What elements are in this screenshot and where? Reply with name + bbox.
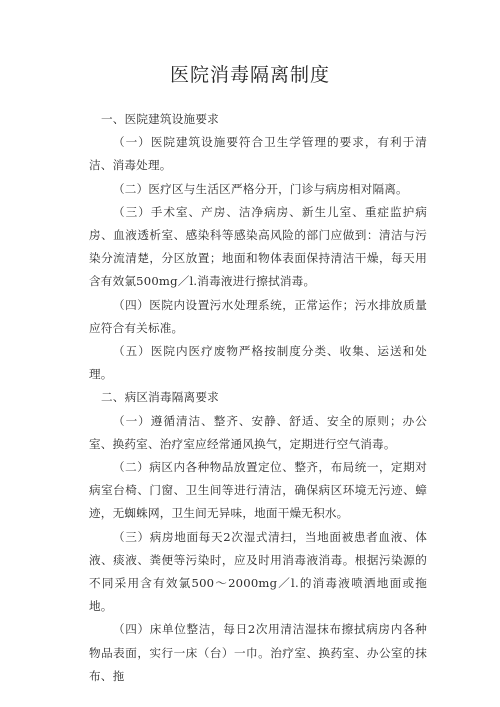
paragraph: （一）遵循清洁、整齐、安静、舒适、安全的原则；办公室、换药室、治疗室应经常通风换气，定期进行空气消毒。 <box>89 413 427 451</box>
paragraph: （四）床单位整洁，每日2次用清洁湿抹布擦拭病房内各种物品表面，实行一床（台）一巾。治疗室、换药室、办公室的抹布、拖 <box>89 622 427 683</box>
paragraph: （三）病房地面每天2次湿式清扫，当地面被患者血液、体液、痰液、粪便等污染时，应及时用消毒液消毒。根据污染源的不同采用含有效氯500～2000mg／l.的消毒液喷洒地面或拖地。 <box>89 529 427 614</box>
paragraph: （二）病区内各种物品放置定位、整齐，布局统一，定期对病室台椅、门窗、卫生间等进行清洁，确保病区环境无污迹、蟑迹，无蜘蛛网，卫生间无异味，地面干燥无积水。 <box>89 460 427 521</box>
section-heading: 一、医院建筑设施要求 <box>101 112 219 126</box>
document-title: 医院消毒隔离制度 <box>169 64 330 86</box>
document-body <box>89 108 427 688</box>
paragraph: （四）医院内设置污水处理系统，正常运作；污水排放质量应符合有关标准。 <box>89 297 427 335</box>
paragraph: （二）医疗区与生活区严格分开，门诊与病房相对隔离。 <box>113 181 408 196</box>
paragraph: （一）医院建筑设施要符合卫生学管理的要求，有利于清洁、消毒处理。 <box>89 135 427 173</box>
paragraph: （三）手术室、产房、洁净病房、新生儿室、重症监护病房、血液透析室、感染科等感染高风险的部门应做到：清洁与污染分流清楚，分区放置；地面和物体表面保持清洁干燥，每天用含有效氯500mg／l.消毒液进行擦拭消毒。 <box>89 204 427 289</box>
section-heading: 二、病区消毒隔离要求 <box>101 390 219 405</box>
paragraph: （五）医院内医疗废物严格按制度分类、收集、运送和处理。 <box>89 344 427 382</box>
